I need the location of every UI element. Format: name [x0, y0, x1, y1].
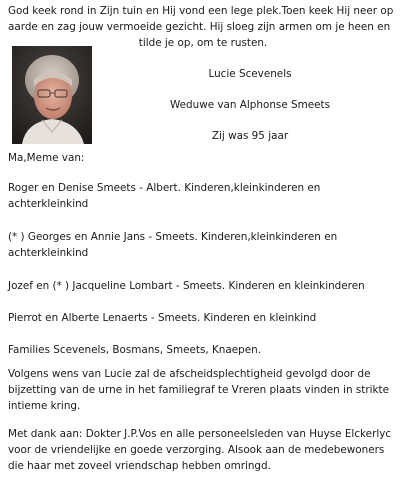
intro-line-3: tilde je op, om te rusten. — [138, 37, 268, 49]
intro-poem — [8, 3, 398, 51]
deceased-name: Lucie Scevenels — [208, 68, 292, 80]
age: Zij was 95 jaar — [211, 130, 289, 142]
family-entry-3: Jozef en (* ) Jacqueline Lombart - Smeets. Kinderen en kleinkinderen — [8, 280, 365, 292]
thanks-notice: Met dank aan: Dokter J.P.Vos en alle personeelsleden van Huyse Elckerlyc voor de vriendelijke en goede verzorging. Alsook aan de medebewoners die haar met zoveel vriendschap hebben omringd. — [8, 428, 392, 472]
intro-line-1: God keek rond in Zijn tuin en Hij vond een lege plek.Toen keek Hij neer op — [8, 5, 394, 17]
ceremony-notice: Volgens wens van Lucie zal de afscheidsplechtigheid gevolgd door de bijzetting van de urne in het familiegraf te Vreren plaats vinden in strikte intieme kring. — [8, 368, 389, 412]
family-heading: Ma,Meme van: — [8, 152, 85, 164]
intro-line-2: aarde en zag jouw vermoeide gezicht. Hij sloeg zijn armen om je heen en — [8, 21, 391, 33]
family-entry-4: Pierrot en Alberte Lenaerts - Smeets. Kinderen en kleinkind — [8, 312, 317, 324]
portrait-photo — [12, 46, 92, 144]
family-entry-5: Families Scevenels, Bosmans, Smeets, Knaepen. — [8, 344, 262, 356]
family-entry-1: Roger en Denise Smeets - Albert. Kinderen,kleinkinderen en achterkleinkind — [8, 182, 321, 210]
widow-of: Weduwe van Alphonse Smeets — [169, 99, 331, 111]
family-entry-2: (* ) Georges en Annie Jans - Smeets. Kinderen,kleinkinderen en achterkleinkind — [8, 231, 338, 259]
